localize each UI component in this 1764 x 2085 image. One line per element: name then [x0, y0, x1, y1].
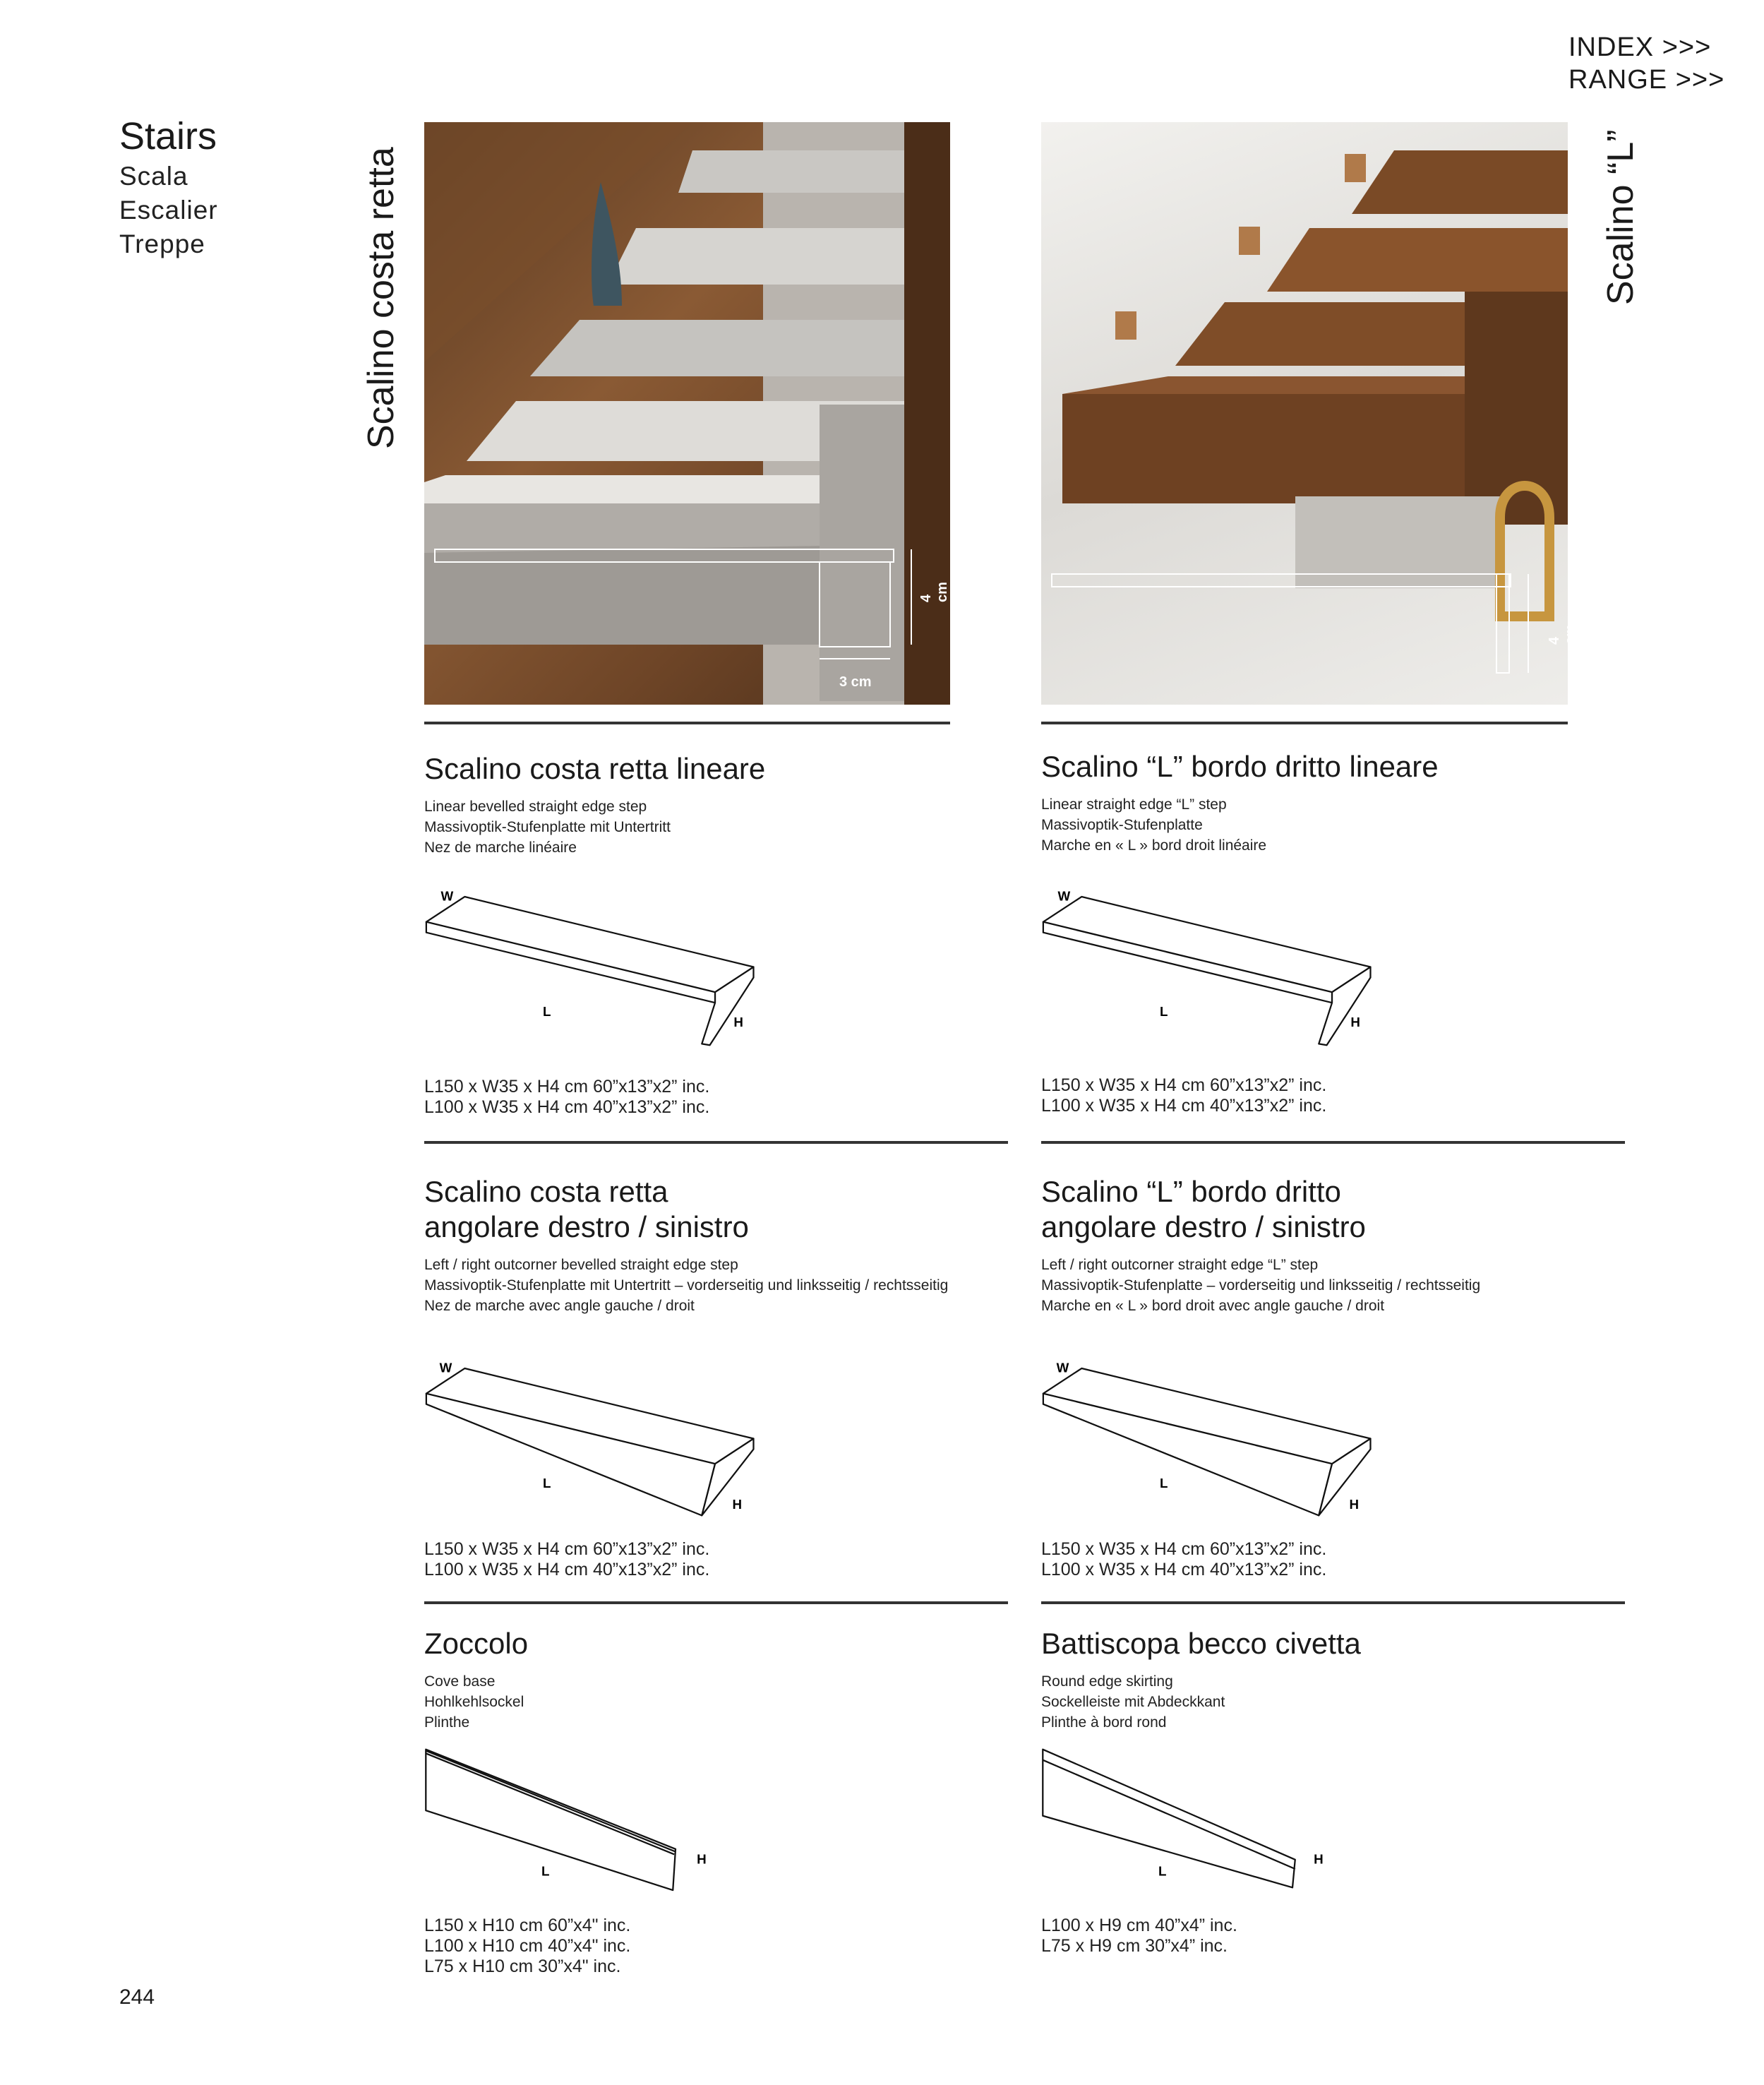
dimension-line: L150 x W35 x H4 cm 60”x13”x2” inc.	[424, 1539, 710, 1559]
height-label: H	[1349, 1496, 1359, 1512]
product-title: Scalino costa retta	[424, 1175, 668, 1208]
product-title: Zoccolo	[424, 1627, 529, 1660]
dimension-line: L100 x W35 x H4 cm 40”x13”x2” inc.	[1041, 1096, 1327, 1116]
width-label: W	[1057, 888, 1071, 904]
width-label: W	[440, 888, 454, 904]
corner-step-diagram	[418, 1347, 776, 1519]
index-link[interactable]: INDEX >>>	[1568, 32, 1712, 62]
product-description	[1041, 1671, 1361, 1733]
category-translation: Escalier	[119, 196, 218, 225]
desc-en: Linear straight edge “L” step	[1041, 796, 1227, 813]
desc-en: Round edge skirting	[1041, 1673, 1173, 1690]
top-nav	[1568, 31, 1724, 96]
desc-fr: Marche en « L » bord droit linéaire	[1041, 837, 1267, 854]
divider	[1041, 1141, 1625, 1144]
dimension-line: L100 x H9 cm 40”x4” inc.	[1041, 1916, 1237, 1935]
height-dimension-label: 4 cm	[918, 582, 950, 602]
stairs-illustration	[1041, 122, 1568, 705]
height-label: H	[1350, 1014, 1360, 1029]
dimension-line: L150 x W35 x H4 cm 60”x13”x2” inc.	[1041, 1539, 1327, 1559]
dimension-line: L75 x H10 cm 30”x4" inc.	[424, 1956, 621, 1976]
length-label: L	[541, 1863, 550, 1879]
divider	[1041, 1601, 1625, 1604]
vertical-title-right: Scalino “L”	[1600, 129, 1641, 305]
product-title: Scalino costa retta lineare	[424, 752, 766, 785]
product-title: angolare destro / sinistro	[1041, 1210, 1366, 1243]
product-section-l-step-linear	[1041, 749, 1439, 856]
width-dimension-label: 3 cm	[839, 674, 872, 690]
product-description	[1041, 1255, 1480, 1316]
product-section-l-step-corner	[1041, 1174, 1480, 1316]
height-label: H	[1314, 1851, 1324, 1867]
product-title: Scalino “L” bordo dritto	[1041, 1175, 1341, 1208]
product-section-straight-step-corner	[424, 1174, 948, 1316]
vertical-title-left: Scalino costa retta	[361, 147, 402, 449]
desc-en: Cove base	[424, 1673, 496, 1690]
desc-en: Linear bevelled straight edge step	[424, 799, 647, 815]
dimension-line: L100 x W35 x H4 cm 40”x13”x2” inc.	[424, 1097, 710, 1117]
desc-de: Hohlkehlsockel	[424, 1694, 524, 1710]
length-label: L	[1158, 1863, 1167, 1879]
divider	[424, 1141, 1008, 1144]
product-dimensions	[424, 1077, 709, 1118]
height-label: H	[697, 1851, 707, 1867]
desc-de: Massivoptik-Stufenplatte	[1041, 817, 1203, 833]
desc-fr: Plinthe	[424, 1714, 470, 1731]
product-dimensions	[424, 1539, 709, 1580]
product-dimensions	[1041, 1916, 1237, 1956]
product-dimensions	[1041, 1539, 1326, 1580]
skirting-diagram	[1035, 1745, 1393, 1892]
desc-de: Massivoptik-Stufenplatte – vorderseitig und linksseitig / rechtsseitig	[1041, 1277, 1481, 1294]
width-label: W	[439, 1360, 452, 1375]
product-section-cove-base	[424, 1626, 528, 1733]
product-dimensions	[424, 1916, 630, 1977]
height-label: H	[732, 1496, 742, 1512]
desc-de: Massivoptik-Stufenplatte mit Untertritt	[424, 819, 671, 835]
desc-fr: Plinthe à bord rond	[1041, 1714, 1167, 1731]
product-section-round-edge-skirting	[1041, 1626, 1361, 1733]
height-dimension-label: 4 cm	[1547, 624, 1578, 645]
divider	[424, 1601, 1008, 1604]
category-translation: Treppe	[119, 229, 205, 258]
dimension-line: L150 x W35 x H4 cm 60”x13”x2” inc.	[424, 1077, 710, 1097]
width-label: W	[1056, 1360, 1069, 1375]
dimension-line: L100 x H10 cm 40”x4" inc.	[424, 1936, 631, 1956]
dimension-line: L150 x W35 x H4 cm 60”x13”x2” inc.	[1041, 1075, 1327, 1095]
cove-base-diagram	[418, 1745, 776, 1892]
dimension-line: L75 x H9 cm 30”x4” inc.	[1041, 1936, 1228, 1956]
range-link[interactable]: RANGE >>>	[1568, 65, 1725, 95]
step-diagram	[418, 876, 776, 1048]
desc-fr: Nez de marche avec angle gauche / droit	[424, 1298, 695, 1314]
length-label: L	[1160, 1003, 1168, 1019]
desc-fr: Marche en « L » bord droit avec angle gauche / droit	[1041, 1298, 1385, 1314]
photo-l-step-stairs	[1041, 122, 1578, 705]
desc-de: Massivoptik-Stufenplatte mit Untertritt – vorderseitig und linksseitig / rechtsseitig	[424, 1277, 949, 1294]
dimension-line: L150 x H10 cm 60”x4" inc.	[424, 1916, 631, 1935]
product-description	[424, 1255, 948, 1316]
desc-fr: Nez de marche linéaire	[424, 840, 577, 856]
photo-straight-edge-stairs	[424, 122, 950, 705]
product-description	[424, 796, 765, 858]
dimension-line: L100 x W35 x H4 cm 40”x13”x2” inc.	[1041, 1560, 1327, 1579]
product-dimensions	[1041, 1075, 1326, 1116]
step-diagram	[1035, 876, 1393, 1048]
length-label: L	[543, 1003, 551, 1019]
product-title: angolare destro / sinistro	[424, 1210, 749, 1243]
category-heading	[119, 113, 218, 261]
desc-en: Left / right outcorner bevelled straight edge step	[424, 1257, 738, 1273]
product-description	[424, 1671, 528, 1733]
dimension-line: L100 x W35 x H4 cm 40”x13”x2” inc.	[424, 1560, 710, 1579]
divider	[1041, 722, 1568, 724]
divider	[424, 722, 950, 724]
stairs-illustration	[424, 122, 950, 705]
desc-en: Left / right outcorner straight edge “L” step	[1041, 1257, 1319, 1273]
product-title: Battiscopa becco civetta	[1041, 1627, 1361, 1660]
category-title: Stairs	[119, 115, 217, 157]
length-label: L	[543, 1475, 551, 1490]
length-label: L	[1160, 1475, 1168, 1490]
category-translation: Scala	[119, 162, 188, 191]
page-number: 244	[119, 1985, 155, 2009]
corner-step-diagram	[1035, 1347, 1393, 1519]
product-description	[1041, 794, 1439, 856]
desc-de: Sockelleiste mit Abdeckkant	[1041, 1694, 1225, 1710]
product-title: Scalino “L” bordo dritto lineare	[1041, 750, 1439, 783]
product-section-straight-step-linear	[424, 751, 765, 858]
height-label: H	[733, 1014, 743, 1029]
